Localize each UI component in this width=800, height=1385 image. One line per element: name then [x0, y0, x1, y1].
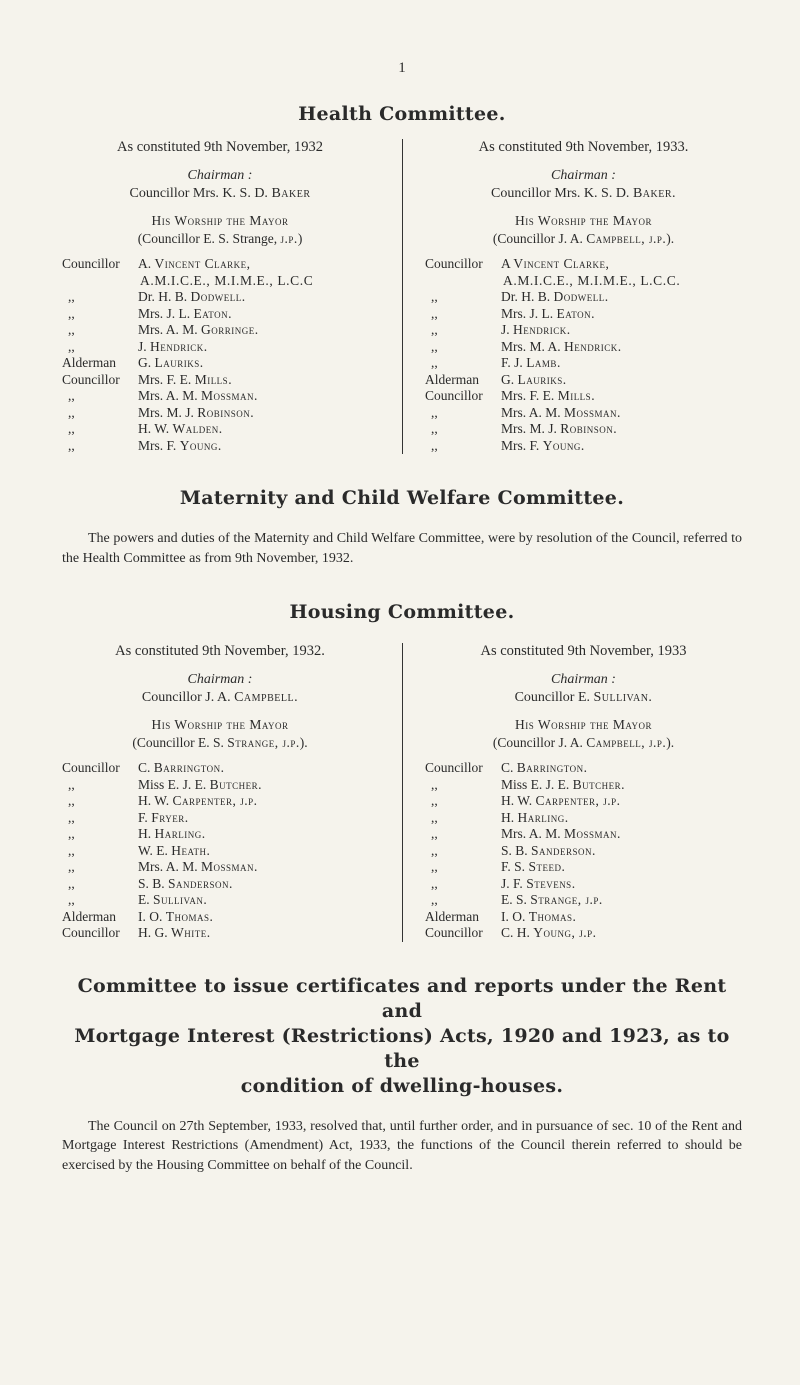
member-row — [62, 405, 378, 422]
member-row — [62, 372, 378, 389]
member-initials: E. — [138, 892, 153, 907]
member-surname: Carpenter, j.p. — [535, 793, 621, 808]
rent-paragraph: The Council on 27th September, 1933, resolved that, until further order, and in pursuance of sec. 10 of the Rent and Mortgage Interest Restrictions (Amendment) Act, 1933, the functions of the Council therein referred to should be exercised by the Housing Committee on behalf of the Council. — [62, 1118, 742, 1173]
member-surname: White. — [171, 925, 211, 940]
member-initials: H. — [138, 826, 155, 841]
member-row — [425, 405, 742, 422]
member-prefix: ,, — [68, 388, 75, 403]
member-row — [425, 388, 742, 405]
mayor-councillor-close: ) — [297, 231, 303, 246]
member-row — [62, 322, 378, 339]
member-prefix: ,, — [431, 892, 438, 907]
member-surname: Robinson. — [560, 421, 618, 436]
member-surname: Mills. — [557, 388, 596, 403]
member-initials: F. S. — [501, 859, 529, 874]
member-name — [501, 909, 576, 926]
member-initials: Mrs. F. — [138, 437, 180, 453]
member-row — [425, 760, 742, 777]
member-initials: H. G. — [138, 925, 171, 940]
member-initials: G. — [501, 371, 518, 387]
member-name — [138, 421, 223, 438]
mayor-councillor-close: ). — [666, 735, 675, 750]
member-initials: H. W. — [501, 793, 536, 808]
member-prefix: Councillor — [425, 388, 483, 403]
member-row — [425, 909, 742, 926]
member-surname: Mossman. — [564, 404, 621, 420]
mayor-entry — [62, 212, 378, 248]
member-surname: Stevens. — [526, 875, 576, 891]
member-surname: Barrington. — [516, 760, 588, 775]
member-row — [425, 876, 742, 893]
chairman-label: Chairman : — [187, 672, 253, 687]
member-name — [501, 925, 597, 942]
member-surname: Eaton. — [193, 305, 232, 321]
member-row — [425, 372, 742, 389]
member-name — [501, 793, 621, 810]
member-list — [425, 256, 742, 454]
member-surname: Sanderson. — [168, 875, 233, 891]
member-name — [138, 388, 258, 405]
member-row — [62, 826, 378, 843]
member-row — [62, 793, 378, 810]
member-name — [138, 810, 189, 827]
member-initials: Mrs. M. A. — [501, 338, 565, 354]
member-surname: Dodwell. — [190, 289, 246, 304]
member-surname: Thomas. — [528, 908, 577, 924]
member-initials: Mrs. F. — [501, 437, 543, 453]
member-row — [62, 892, 378, 909]
member-surname: Mossman. — [564, 826, 621, 841]
member-name — [138, 306, 232, 323]
member-row — [425, 306, 742, 323]
member-prefix: Alderman — [425, 908, 479, 924]
chairman-surname: Sullivan. — [593, 690, 653, 705]
member-prefix: Councillor — [62, 760, 120, 775]
member-prefix: Councillor — [425, 925, 483, 940]
member-initials: Mrs. J. L. — [501, 305, 557, 321]
member-row — [425, 421, 742, 438]
housing-committee-columns — [62, 643, 742, 942]
member-initials: C. — [501, 760, 517, 775]
member-name — [501, 438, 585, 455]
mayor-title: His Worship the Mayor — [151, 213, 289, 228]
mayor-councillor-surname: j.p. — [280, 231, 298, 246]
member-row — [425, 843, 742, 860]
member-prefix: ,, — [431, 437, 438, 453]
member-surname: Vincent Clarke, — [154, 256, 251, 271]
member-list — [425, 760, 742, 942]
member-initials: Mrs. M. J. — [138, 404, 198, 420]
member-surname: Carpenter, j.p. — [172, 793, 258, 808]
rent-heading-line-3: condition of dwelling-houses. — [240, 1074, 564, 1097]
member-name — [501, 322, 571, 339]
maternity-paragraph: The powers and duties of the Maternity and Child Welfare Committee, were by resolution of the Council, referred to the Health Committee as from 9th November, 1932. — [62, 531, 742, 566]
member-surname: Steed. — [528, 859, 566, 874]
member-prefix: ,, — [431, 859, 438, 874]
member-surname: Sanderson. — [531, 842, 596, 858]
member-row — [425, 355, 742, 372]
member-name — [138, 256, 251, 273]
rent-heading-line-1: Committee to issue certificates and reports under the Rent and — [77, 974, 727, 1022]
member-surname: Mossman. — [201, 859, 258, 874]
document-page — [62, 60, 742, 1175]
member-row — [425, 777, 742, 794]
member-initials: G. — [138, 355, 155, 370]
member-name — [501, 289, 609, 306]
member-name — [138, 339, 208, 356]
member-surname: Young. — [179, 437, 222, 453]
chairman-title: Councillor E. — [514, 690, 594, 705]
chairman-label: Chairman : — [187, 168, 253, 183]
member-surname: Harling. — [154, 826, 206, 841]
member-surname: Strange, j.p. — [530, 892, 603, 907]
member-row — [62, 256, 378, 273]
member-surname: Fryer. — [151, 809, 189, 825]
member-initials: H. W. — [138, 421, 173, 436]
member-name — [501, 859, 565, 876]
member-prefix: ,, — [68, 404, 75, 420]
chairman-name — [62, 690, 378, 706]
member-prefix: ,, — [68, 842, 75, 858]
member-prefix: Councillor — [425, 256, 483, 271]
member-name — [501, 339, 622, 356]
member-surname: Young, j.p. — [533, 925, 597, 940]
member-row — [62, 925, 378, 942]
member-prefix: Councillor — [62, 256, 120, 271]
member-initials: H. — [501, 809, 518, 825]
housing-1932-column — [62, 643, 402, 942]
member-row — [425, 793, 742, 810]
member-initials: J. F. — [501, 875, 527, 891]
member-name — [138, 405, 254, 422]
rent-heading-line-2: Mortgage Interest (Restrictions) Acts, 1920 and 1923, as to the — [74, 1024, 730, 1072]
member-surname: Eaton. — [556, 305, 595, 321]
member-surname: Barrington. — [153, 760, 225, 775]
mayor-councillor — [62, 734, 378, 752]
member-name — [501, 760, 587, 777]
member-prefix: Alderman — [62, 355, 116, 370]
member-row — [62, 306, 378, 323]
mayor-councillor — [62, 230, 378, 248]
member-surname: Butcher. — [572, 776, 626, 792]
member-row — [62, 421, 378, 438]
member-name — [501, 843, 596, 860]
member-name — [138, 289, 246, 306]
member-surname: Robinson. — [197, 404, 255, 420]
member-prefix: ,, — [68, 776, 75, 792]
member-initials: I. O. — [138, 908, 166, 924]
member-initials: I. O. — [501, 908, 529, 924]
member-name — [138, 909, 213, 926]
member-name — [138, 777, 262, 794]
chairman-title: Councillor Mrs. K. S. D. — [129, 186, 272, 201]
member-initials: F. J. — [501, 355, 527, 370]
member-initials: Mrs. A. M. — [501, 826, 565, 841]
member-initials: C. — [138, 760, 154, 775]
mayor-councillor-name: (Councillor E. S. Strange, — [137, 231, 281, 246]
mayor-councillor-close: ). — [299, 735, 308, 750]
member-row — [425, 859, 742, 876]
member-prefix: ,, — [431, 289, 438, 304]
member-prefix: ,, — [68, 338, 75, 354]
member-prefix: ,, — [431, 338, 438, 354]
member-prefix: ,, — [68, 875, 75, 891]
member-surname: Vincent Clarke, — [513, 256, 610, 271]
member-prefix: ,, — [68, 437, 75, 453]
mayor-councillor — [425, 734, 742, 752]
member-prefix: ,, — [68, 793, 75, 808]
member-prefix: ,, — [431, 793, 438, 808]
member-row — [62, 777, 378, 794]
member-prefix: ,, — [68, 892, 75, 907]
member-row — [62, 289, 378, 306]
member-row — [425, 438, 742, 455]
housing-1933-column — [402, 643, 742, 942]
constituted-date: As constituted 9th November, 1932. — [115, 643, 325, 659]
chairman-name — [425, 186, 742, 202]
member-initials: Mrs. A. M. — [501, 404, 565, 420]
member-initials: S. B. — [138, 875, 169, 891]
mayor-title: His Worship the Mayor — [514, 213, 653, 228]
member-prefix: Councillor — [62, 925, 120, 940]
constituted-date: As constituted 9th November, 1933. — [478, 139, 689, 155]
member-surname: Sullivan. — [153, 892, 208, 907]
member-row — [62, 909, 378, 926]
member-name — [138, 859, 258, 876]
member-row — [425, 925, 742, 942]
chairman-name — [425, 690, 742, 706]
mayor-title: His Worship the Mayor — [514, 717, 653, 732]
member-list — [62, 256, 378, 454]
mayor-entry — [425, 716, 742, 752]
constituted-date: As constituted 9th November, 1932 — [116, 139, 324, 155]
member-initials: Mrs. A. M. — [138, 322, 202, 337]
member-initials: Miss E. J. E. — [501, 776, 573, 792]
member-prefix: Councillor — [425, 760, 483, 775]
member-name — [501, 892, 603, 909]
member-row — [62, 339, 378, 356]
member-row — [62, 760, 378, 777]
member-surname: Lauriks. — [154, 355, 204, 370]
member-surname: Hendrick. — [564, 338, 622, 354]
member-prefix: ,, — [68, 809, 75, 825]
member-initials: A. — [138, 256, 155, 271]
member-name — [501, 810, 569, 827]
maternity-committee-heading: Maternity and Child Welfare Committee. — [179, 487, 625, 509]
health-1932-column — [62, 139, 402, 454]
mayor-councillor — [425, 230, 742, 248]
member-surname: Walden. — [172, 421, 223, 436]
member-name — [138, 925, 211, 942]
member-row — [425, 826, 742, 843]
member-surname: Young. — [542, 437, 585, 453]
mayor-councillor-surname: Strange, j.p. — [227, 735, 300, 750]
member-row — [62, 438, 378, 455]
member-prefix: ,, — [68, 826, 75, 841]
member-prefix: ,, — [68, 305, 75, 321]
chairman-name — [62, 186, 378, 202]
member-prefix: ,, — [431, 842, 438, 858]
health-1933-column — [402, 139, 742, 454]
mayor-councillor-name: (Councillor E. S. — [132, 735, 228, 750]
member-initials: W. E. — [138, 842, 172, 858]
mayor-councillor-surname: Campbell, j.p. — [586, 735, 667, 750]
member-name — [138, 793, 258, 810]
member-qualifications: A.M.I.C.E., M.I.M.E., L.C.C — [140, 272, 314, 288]
member-qualifications: A.M.I.C.E., M.I.M.E., L.C.C. — [503, 272, 681, 288]
chairman-surname: Campbell. — [234, 690, 299, 705]
member-name — [501, 372, 567, 389]
chairman-title: Councillor J. A. — [141, 690, 235, 705]
constituted-date: As constituted 9th November, 1933 — [480, 643, 687, 659]
member-surname: Lauriks. — [517, 371, 567, 387]
member-prefix: ,, — [431, 875, 438, 891]
member-surname: Harling. — [517, 809, 569, 825]
member-name — [138, 826, 206, 843]
member-initials: J. — [138, 338, 151, 354]
member-name — [501, 388, 595, 405]
member-initials: Mrs. J. L. — [138, 305, 194, 321]
member-row — [62, 859, 378, 876]
member-name — [501, 306, 595, 323]
member-row — [425, 810, 742, 827]
chairman-label: Chairman : — [551, 168, 616, 183]
mayor-entry — [425, 212, 742, 248]
member-prefix: ,, — [68, 289, 75, 304]
member-prefix: ,, — [431, 404, 438, 420]
member-name — [138, 760, 224, 777]
member-initials: Mrs. A. M. — [138, 859, 202, 874]
member-row — [62, 810, 378, 827]
mayor-councillor-surname: Campbell, j.p. — [586, 231, 667, 246]
member-name — [138, 892, 207, 909]
member-prefix: ,, — [431, 776, 438, 792]
rent-committee-heading — [62, 974, 742, 1099]
member-initials: Dr. H. B. — [138, 289, 191, 304]
member-prefix: ,, — [431, 421, 438, 436]
chairman-surname: Baker — [271, 186, 311, 201]
member-prefix: ,, — [431, 355, 438, 370]
member-name — [138, 355, 204, 372]
member-name — [501, 256, 609, 273]
member-row — [425, 892, 742, 909]
member-initials: Mrs. A. M. — [138, 388, 202, 403]
member-prefix: ,, — [431, 809, 438, 825]
member-name — [138, 322, 259, 339]
member-initials: Mrs. M. J. — [501, 421, 561, 436]
member-initials: A — [501, 256, 514, 271]
chairman-label: Chairman : — [551, 672, 616, 687]
member-name — [138, 372, 232, 389]
member-row — [425, 256, 742, 273]
member-prefix: ,, — [431, 305, 438, 321]
member-initials: Dr. H. B. — [501, 289, 554, 304]
member-surname: Heath. — [171, 842, 211, 858]
member-surname: Mossman. — [201, 388, 258, 403]
member-name — [501, 421, 617, 438]
member-prefix: ,, — [68, 859, 75, 874]
member-initials: H. W. — [138, 793, 173, 808]
member-surname: Mills. — [194, 371, 233, 387]
member-surname: Hendrick. — [513, 322, 571, 337]
member-initials: Miss E. J. E. — [138, 776, 210, 792]
member-initials: Mrs. F. E. — [501, 388, 558, 403]
member-initials: E. S. — [501, 892, 531, 907]
member-surname: Thomas. — [165, 908, 214, 924]
member-prefix: ,, — [68, 421, 75, 436]
member-prefix: Alderman — [62, 908, 116, 924]
member-row — [425, 322, 742, 339]
member-surname: Dodwell. — [553, 289, 609, 304]
member-name — [501, 405, 621, 422]
chairman-surname: Baker. — [632, 186, 676, 201]
mayor-councillor-name: (Councillor J. A. — [492, 231, 587, 246]
member-initials: Mrs. F. E. — [138, 371, 195, 387]
member-row — [62, 843, 378, 860]
member-surname: Gorringe. — [201, 322, 259, 337]
member-name — [501, 826, 621, 843]
health-committee-heading: Health Committee. — [298, 103, 506, 125]
member-row — [62, 876, 378, 893]
member-name — [138, 438, 222, 455]
member-name — [501, 777, 625, 794]
page-number: 1 — [398, 60, 406, 76]
member-list — [62, 760, 378, 942]
health-committee-columns — [62, 139, 742, 454]
housing-committee-heading: Housing Committee. — [289, 601, 515, 623]
member-initials: C. H. — [501, 925, 534, 940]
member-initials: S. B. — [501, 842, 532, 858]
chairman-title: Councillor Mrs. K. S. D. — [490, 186, 633, 201]
member-prefix: ,, — [431, 322, 438, 337]
member-initials: F. — [138, 809, 152, 825]
member-prefix: ,, — [431, 826, 438, 841]
member-row — [62, 388, 378, 405]
mayor-councillor-close: ). — [666, 231, 675, 246]
member-row — [425, 289, 742, 306]
member-name — [138, 843, 210, 860]
member-surname: Hendrick. — [150, 338, 208, 354]
mayor-entry — [62, 716, 378, 752]
member-row — [425, 339, 742, 356]
member-prefix: Alderman — [425, 371, 479, 387]
member-prefix: Councillor — [62, 371, 120, 387]
member-prefix: ,, — [68, 322, 75, 337]
mayor-title: His Worship the Mayor — [151, 717, 289, 732]
mayor-councillor-name: (Councillor J. A. — [492, 735, 587, 750]
member-surname: Butcher. — [209, 776, 263, 792]
member-initials: J. — [501, 322, 514, 337]
member-name — [138, 876, 233, 893]
member-name — [501, 876, 576, 893]
member-row — [62, 355, 378, 372]
member-name — [501, 355, 561, 372]
member-surname: Lamb. — [526, 355, 561, 370]
